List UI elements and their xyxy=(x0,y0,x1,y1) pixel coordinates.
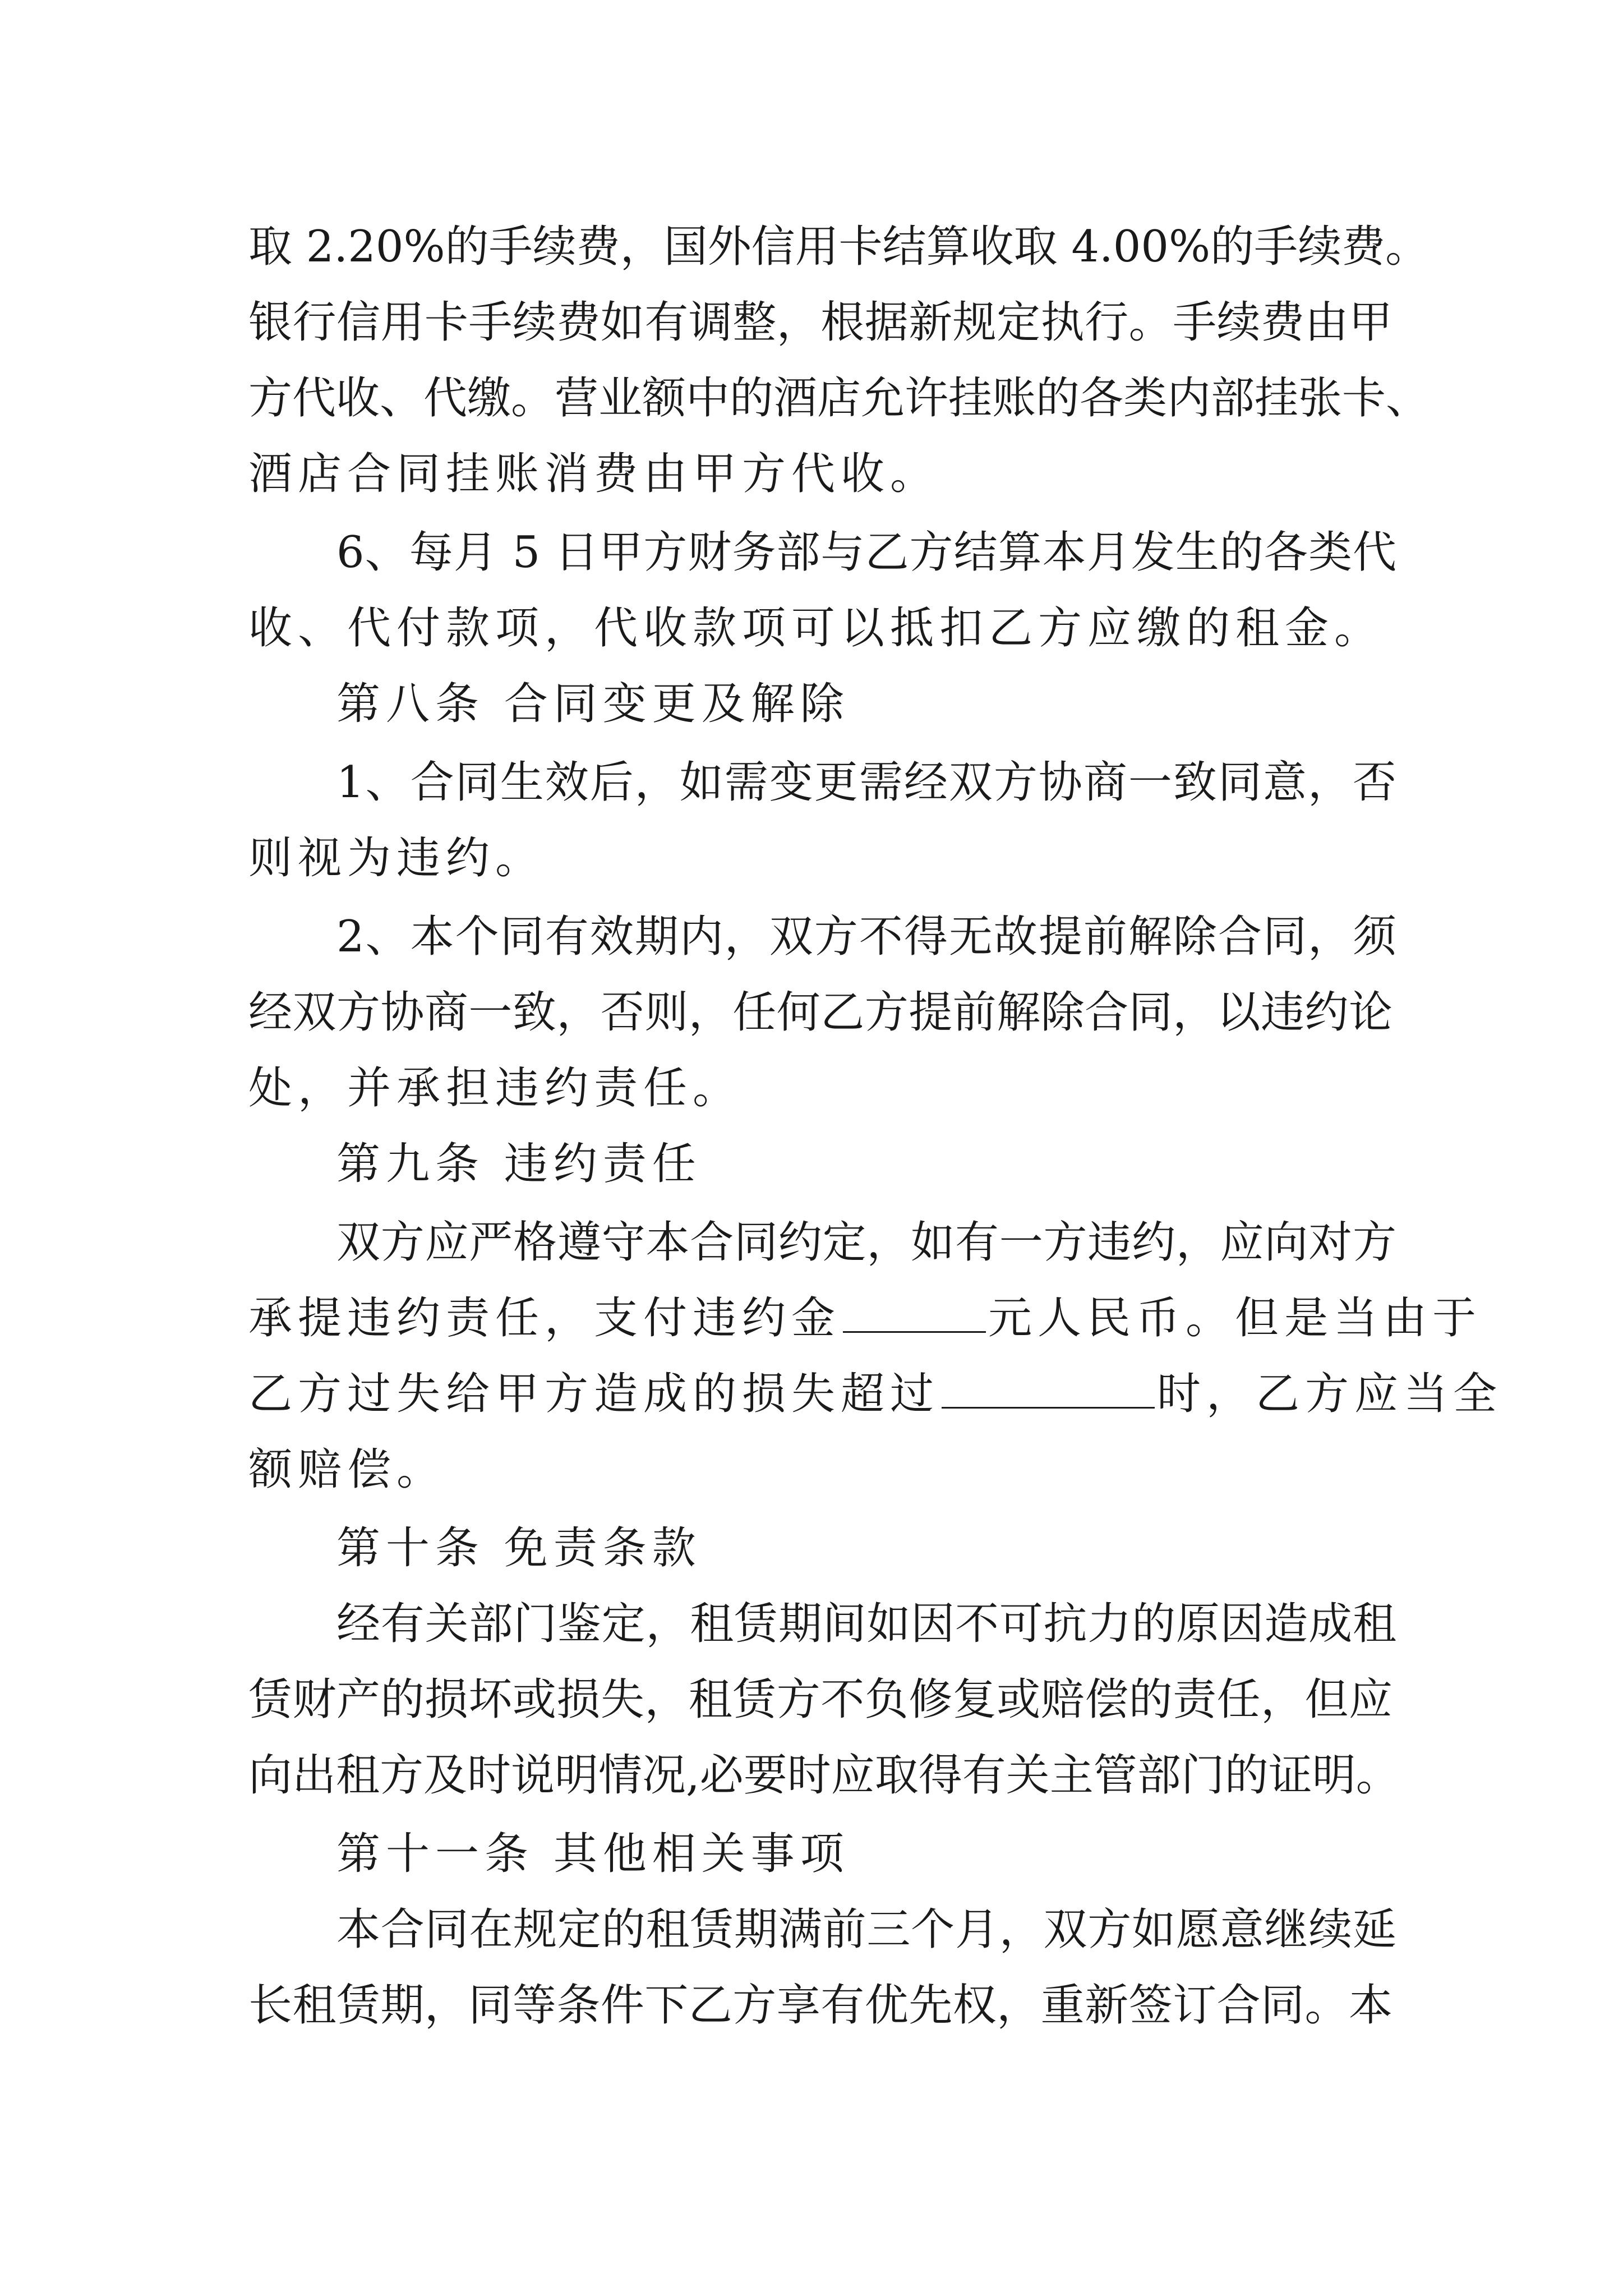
body-line: 经双方协商一致，否则，任何乙方提前解除合同，以违约论 xyxy=(248,987,1393,1038)
fill-in-blank xyxy=(942,1404,1155,1409)
text-segment: 乙方过失给甲方造成的损失超过 xyxy=(248,1369,940,1419)
body-line: 收、代付款项，代收款项可以抵扣乙方应缴的租金。 xyxy=(248,603,1384,654)
paragraph-line: 双方应严格遵守本合同约定，如有一方违约，应向对方 xyxy=(336,1217,1396,1268)
article-heading: 第九条 违约责任 xyxy=(336,1139,702,1189)
fill-in-blank xyxy=(843,1328,986,1333)
body-line: 则视为违约。 xyxy=(248,833,545,884)
body-line: 处，并承担违约责任。 xyxy=(248,1063,743,1114)
clause-item: 6、每月 5 日甲方财务部与乙方结算本月发生的各类代 xyxy=(336,527,1396,578)
body-line: 取 2.20%的手续费，国外信用卡结算收取 4.00%的手续费。 xyxy=(248,222,1430,272)
clause-item: 2、本个同有效期内，双方不得无故提前解除合同，须 xyxy=(336,912,1396,962)
clause-item: 1、合同生效后，如需变更需经双方协商一致同意，否 xyxy=(336,757,1396,808)
paragraph-line: 长租赁期，同等条件下乙方享有优先权，重新签订合同。本 xyxy=(248,1980,1393,2031)
text-segment: 元人民币。但是当由于 xyxy=(988,1293,1482,1343)
body-line: 酒店合同挂账消费由甲方代收。 xyxy=(248,449,940,499)
article-heading: 第八条 合同变更及解除 xyxy=(336,679,850,729)
paragraph-line: 额赔偿。 xyxy=(248,1444,446,1495)
body-line: 方代收、代缴。营业额中的酒店允许挂账的各类内部挂张卡、 xyxy=(248,373,1430,424)
article-heading: 第十一条 其他相关事项 xyxy=(336,1829,850,1879)
paragraph-line: 赁财产的损坏或损失，租赁方不负修复或赔偿的责任，但应 xyxy=(248,1674,1393,1725)
paragraph-line: 经有关部门鉴定，租赁期间如因不可抗力的原因造成租 xyxy=(336,1599,1396,1649)
text-segment: 承提违约责任，支付违约金 xyxy=(248,1293,841,1343)
body-line: 银行信用卡手续费如有调整，根据新规定执行。手续费由甲 xyxy=(248,297,1393,348)
paragraph-line-with-blank xyxy=(248,1279,1482,1358)
text-segment: 时，乙方应当全 xyxy=(1157,1369,1503,1419)
paragraph-line: 本合同在规定的租赁期满前三个月，双方如愿意继续延 xyxy=(336,1904,1396,1955)
article-heading: 第十条 免责条款 xyxy=(336,1523,702,1573)
paragraph-line: 向出租方及时说明情况,必要时应取得有关主管部门的证明。 xyxy=(248,1750,1400,1801)
paragraph-line-with-blank xyxy=(248,1355,1503,1433)
